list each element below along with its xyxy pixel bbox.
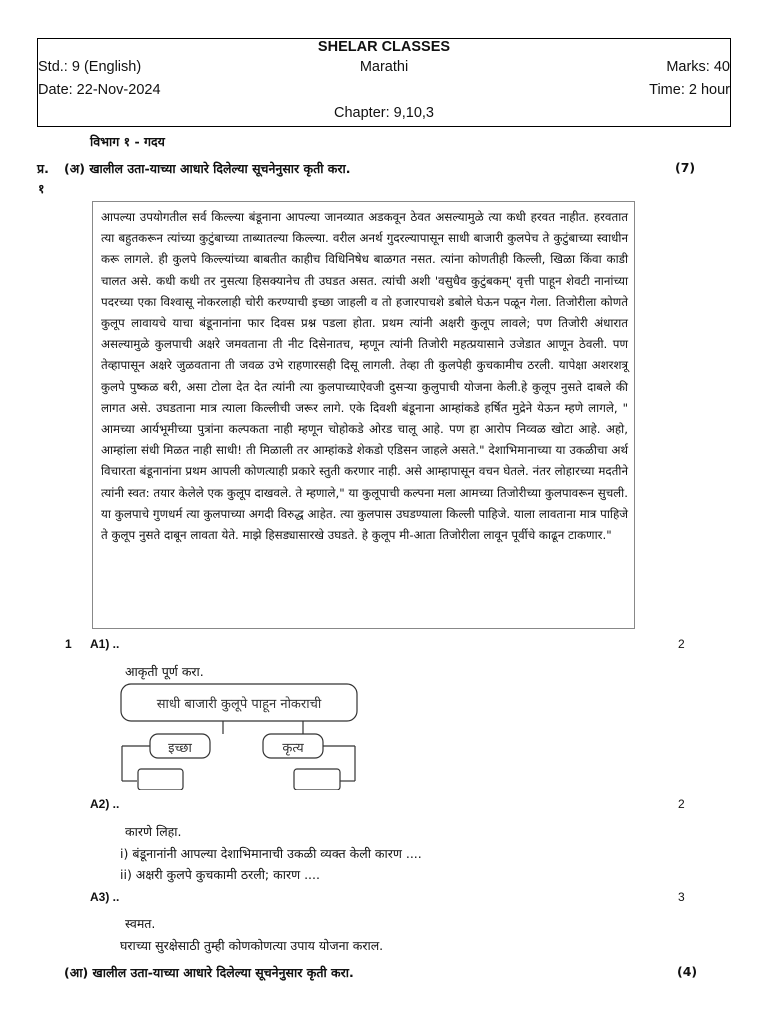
a1-instruction: आकृती पूर्ण करा. (125, 664, 204, 679)
part-a-instruction: (अ) खालील उता-याच्या आधारे दिलेल्या सूचनेनुसार कृती करा. (64, 161, 351, 176)
part-aa-marks: (4) (677, 964, 698, 979)
a2-item-1: i) बंडूनानांनी आपल्या देशाभिमानाची उकळी व्यक्त केली कारण .... (120, 846, 422, 861)
a3-label: A3) .. (90, 890, 120, 904)
diagram-left-label: इच्छा (168, 741, 192, 756)
marks: Marks: 40 (666, 59, 730, 75)
a3-question: घराच्या सुरक्षेसाठी तुम्ही कोणकोणत्या उपाय योजना कराल. (120, 938, 384, 953)
question-prefix: प्र. (37, 161, 49, 176)
exam-date: Date: 22-Nov-2024 (38, 82, 161, 98)
passage-box (92, 201, 635, 629)
a2-label: A2) .. (90, 797, 120, 811)
diagram-top-label: साधी बाजारी कुलूपे पाहून नोकराची (156, 697, 322, 712)
answer-blank-right (294, 769, 340, 790)
a1-label: A1) .. (90, 637, 120, 651)
q1-number: 1 (65, 637, 72, 651)
exam-time: Time: 2 hour (649, 82, 730, 98)
header-box (37, 38, 731, 127)
chapter: Chapter: 9,10,3 (334, 105, 434, 121)
a3-instruction: स्वमत. (125, 916, 156, 931)
answer-blank-left (138, 769, 183, 790)
institute-name: SHELAR CLASSES (317, 39, 451, 55)
part-a-marks: (7) (675, 160, 696, 175)
a3-marks: 3 (678, 890, 685, 904)
a2-marks: 2 (678, 797, 685, 811)
part-aa-instruction: (आ) खालील उता-याच्या आधारे दिलेल्या सूचनेनुसार कृती करा. (64, 965, 354, 980)
diagram-right-label: कृत्य (282, 741, 304, 756)
a2-item-2: ii) अक्षरी कुलपे कुचकामी ठरली; कारण .... (120, 867, 320, 882)
subject: Marathi (359, 59, 409, 75)
passage-text: आपल्या उपयोगतील सर्व किल्ल्या बंडूनाना आपल्या जानव्यात अडकवून ठेवत असल्यामुळे त्या कधी हरवत नाहीत. हरवतात त्या बहुतकरून त्यांच्या कुटुंबाच्या ताब्यातल्या किल्ल्या. वरील अनर्थ गुदरल्यापासून साधी बाजारी कुलपेच ते कुटुंबाच्या स्वाधीन करू लागले. ही कुलपे किल्ल्यांच्या बाबतीत काहीच विधिनिषेध बाळगत नसत. त्यांना कोणतीही किल्ली, खिळा किंवा काडी चालत असे. कधी कधी तर नुसत्या हिसक्यानेच ती उघडत असत. त्यांची अशी 'वसुधैव कुटुंबकम्' वृत्ती पाहून शेवटी नानांच्या पदरच्या एका विश्वासू नोकरलाही चोरी करण्याची इच्छा जाहली व तो हजारपाचशे डबोले घेऊन पळून गेला. तिजोरीला कोणते कुलूप लावायचे याचा बंडूनानांना फार दिवस प्रश्न पडला होता. प्रथम त्यांनी अक्षरी कुलूप लावले; पण तिजोरी अंधारात असल्यामुळे कुलपाची अक्षरे जमवताना ती नीट दिसेनातच, म्हणून त्यांनी तिजोरी महत्प्रयासाने उजेडात आणून ठेवली. पण तेव्हापासून अक्षरे जुळवताना ती जवळ उभे राहणारसही दिसू लागली. तेव्हा ती कुलपेही कुचकामीच ठरली. यापेक्षा अशरशत्रू कुलपे पुष्कळ बरी, असा टोला देत देत त्यांनी त्या कुलपाच्याऐवजी दुसऱ्या कुलुपाची योजना केली.हे कुलूप नुसते दाबले की लागत असे. उघडताना मात्र त्याला किल्लीची जरूर लागे. एके दिवशी बंडूनाना आम्हांकडे हर्षित मुद्रेने येऊन म्हणे लागले, " आमच्या आर्यभूमीच्या पुत्रांना कल्पकता नाही म्हणून चोहोकडे ओरड चालू आहे. पण हा आरोप निव्वळ खोटा आहे. अहो, आम्हांला संधी मिळत नाही साधी! ती मिळाली तर आम्हांकडे शेकडो एडिसन जाहले असते." देशाभिमानाच्या या उकळीचा अर्थ विचारता बंडूनानांना प्रथम आपली कोणत्याही प्रकारे स्तुती करणार नाही. असे आम्हापासून वचन घेतले. नंतर लोहारच्या मदतीने त्यांनी स्वत: तयार केलेले एक कुलूप दाखवले. ते म्हणाले," या कुलूपाची कल्पना मला आमच्या तिजोरीच्या कुलपावरून सुचली. या कुलपाचे गुणधर्म त्या कुलपाच्या अगदी विरुद्ध आहेत. त्या कुलपास उघडण्याला किल्ली पाहिजे. याला लावताना मात्र पाहिजे ते कुलूप नुसते दाबून लावता येते. माझे हिसड्यासारखे उघडते. हे कुलूप मी-आता तिजोरीला लावून पूर्वीचे काढून टाकणार." (101, 210, 628, 543)
a1-marks: 2 (678, 637, 685, 651)
section-title: विभाग १ - गदय (90, 134, 165, 149)
standard: Std.: 9 (English) (38, 59, 142, 75)
concept-diagram (118, 680, 368, 790)
a2-instruction: कारणे लिहा. (125, 824, 182, 839)
question-number: १ (38, 181, 45, 196)
